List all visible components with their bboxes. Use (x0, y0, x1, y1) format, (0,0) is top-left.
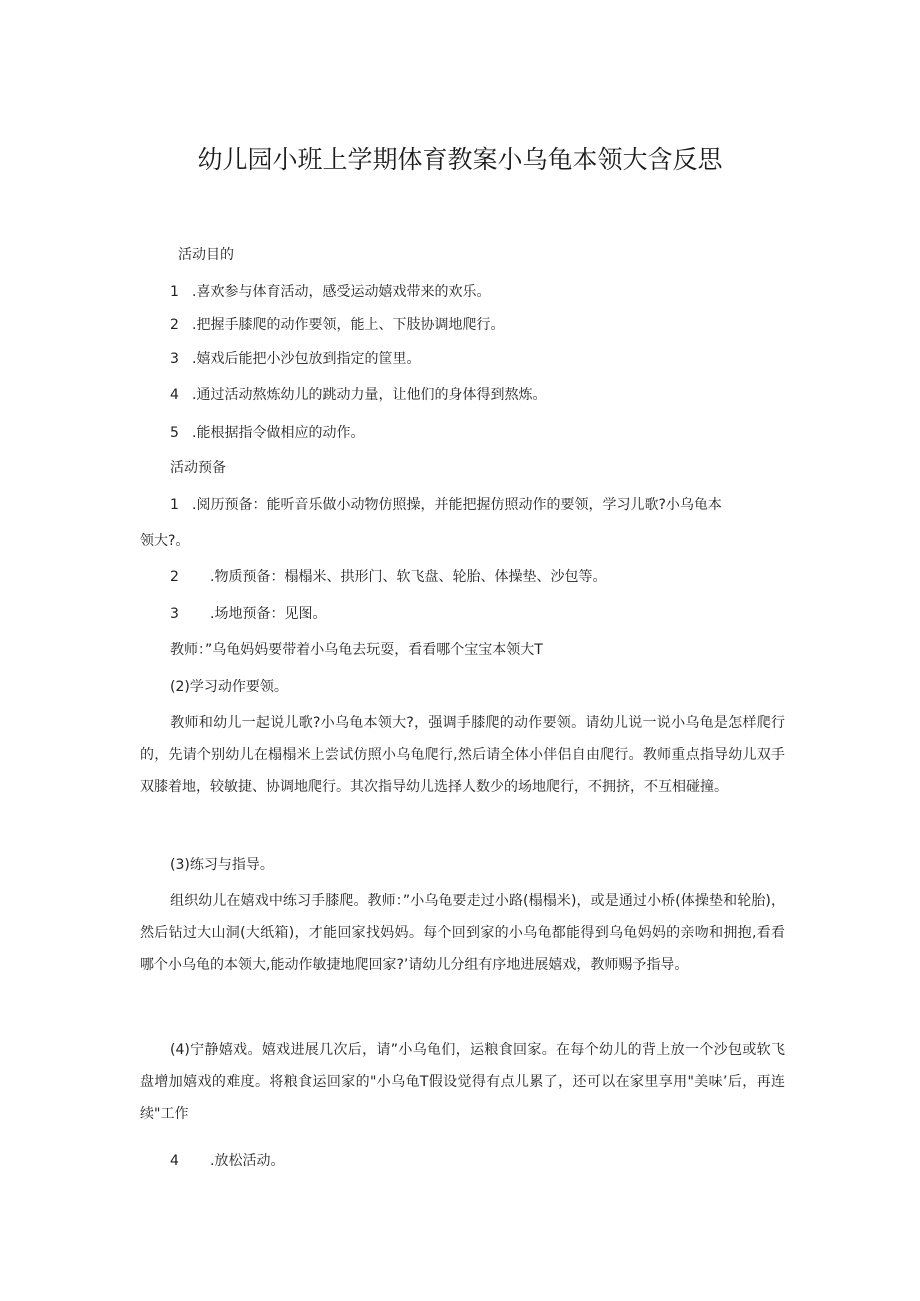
goal-item-2 (170, 316, 504, 334)
prep-text: .阅历预备：能听音乐做小动物仿照操，并能把握仿照动作的要领，学习儿歌?小乌龟本 (192, 497, 722, 513)
goal-text: .嬉戏后能把小沙包放到指定的筐里。 (192, 351, 421, 367)
step-3-text: 组织幼儿在嬉戏中练习手膝爬。教师：”小乌龟要走过小路(榻榻米)，或是通过小桥(体操垫和轮胎)，然后钻过大山洞(大纸箱)，才能回家找妈妈。每个回到家的小乌龟都能得到乌龟妈妈的亲吻和拥抱,看看哪个小乌龟的本领大,能动作敏捷地爬回家?’请幼儿分组有序地进展嬉戏，教师赐予指导。 (140, 893, 785, 973)
goal-number: 4 (170, 387, 179, 403)
goal-number: 1 (170, 284, 179, 300)
goal-number: 2 (170, 317, 179, 333)
goal-text: .通过活动熬炼幼儿的跳动力量，让他们的身体得到熬炼。 (192, 387, 547, 403)
final-item (170, 1152, 284, 1170)
goal-text: .把握手膝爬的动作要领，能上、下肢协调地爬行。 (192, 317, 505, 333)
goals-heading: 活动目的 (178, 247, 234, 263)
goal-item-3 (170, 350, 420, 368)
goal-text: .能根据指令做相应的动作。 (192, 425, 365, 441)
goal-item-4 (170, 386, 546, 404)
step-2-paragraph (140, 707, 785, 803)
prep-item-1-line-2: 领大?。 (140, 533, 190, 549)
final-text: .放松活动。 (210, 1153, 285, 1169)
goal-item-5 (170, 424, 364, 442)
goal-item-1 (170, 283, 490, 301)
final-number: 4 (170, 1153, 179, 1169)
step-4-paragraph (140, 1034, 785, 1130)
prep-heading: 活动预备 (170, 460, 226, 476)
step-2-text: 教师和幼儿一起说儿歌?小乌龟本领大?，强调手膝爬的动作要领。请幼儿说一说小乌龟是怎样爬行的，先请个别幼儿在榻榻米上尝试仿照小乌龟爬行,然后请全体小伴侣自由爬行。教师重点指导幼儿双手双膝着地，较敏捷、协调地爬行。其次指导幼儿选择人数少的场地爬行，不拥挤，不互相碰撞。 (140, 715, 785, 795)
prep-item-3 (170, 605, 326, 623)
step-3-paragraph (140, 885, 785, 981)
prep-number: 2 (170, 569, 179, 585)
goal-number: 5 (170, 425, 179, 441)
prep-number: 3 (170, 606, 179, 622)
document-title: 幼儿园小班上学期体育教案小乌龟本领大含反思 (197, 145, 723, 174)
prep-item-1-line-1 (170, 496, 722, 514)
goal-number: 3 (170, 351, 179, 367)
teacher-line: 教师：”乌龟妈妈要带着小乌龟去玩耍，看看哪个宝宝本领大T (170, 642, 543, 658)
prep-text: .物质预备：榻榻米、拱形门、软飞盘、轮胎、体操垫、沙包等。 (210, 569, 607, 585)
step-4-text: (4)宁静嬉戏。嬉戏进展几次后，请”小乌龟们，运粮食回家。在每个幼儿的背上放一个沙包或软飞盘增加嬉戏的难度。将粮食运回家的"小乌龟T假设觉得有点儿累了，还可以在家里享用"美味’后，再连续"工作 (140, 1042, 785, 1122)
step-2-heading: (2)学习动作要领。 (170, 679, 288, 695)
step-3-heading: (3)练习与指导。 (170, 857, 274, 873)
prep-number: 1 (170, 497, 179, 513)
prep-item-2 (170, 568, 606, 586)
prep-text: .场地预备：见图。 (210, 606, 327, 622)
goal-text: .喜欢参与体育活动，感受运动嬉戏带来的欢乐。 (192, 284, 491, 300)
